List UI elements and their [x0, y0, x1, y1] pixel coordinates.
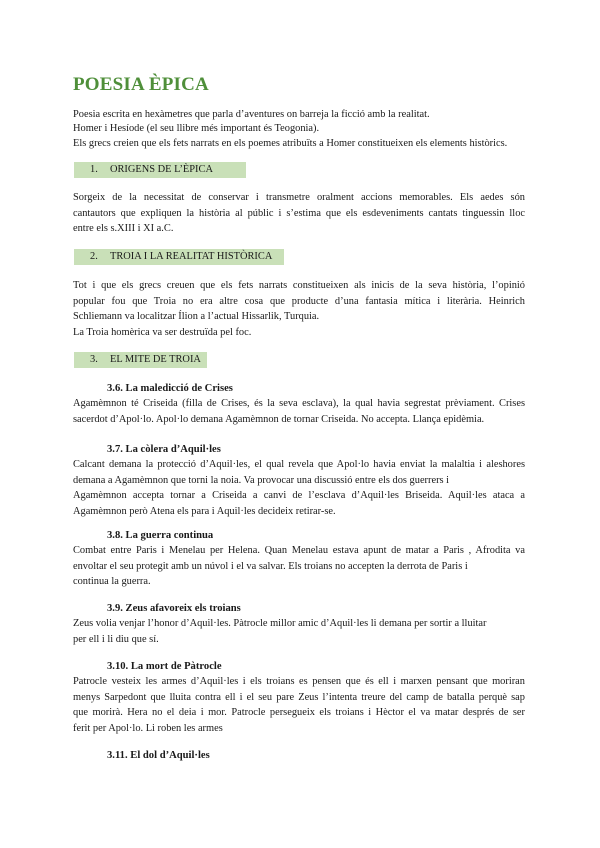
section-number: 1. — [90, 164, 98, 175]
section-heading — [74, 352, 207, 368]
paragraph-line: Zeus volia venjar l’honor d’Aquil·les. Pàtrocle millor amic d’Aquil·les li demana per sortir a lluitar — [73, 618, 487, 629]
paragraph-line: per ell i li diu que sí. — [73, 633, 159, 645]
section-paragraph — [73, 190, 525, 237]
paragraph-line: envoltar el seu protegit amb un núvol i el va salvar. Els troians no accepten la derrota de Paris i — [73, 560, 468, 572]
paragraph-line: entre els s.XIII i XI a.C. — [73, 223, 174, 235]
paragraph-line: Tot i que els grecs creuen que els fets narrats constitueixen als inicis de la seva història, l’opinió — [73, 280, 525, 291]
section-title: EL MITE DE TROIA — [110, 354, 201, 365]
subsection-paragraph — [73, 616, 525, 647]
paragraph-line: cantautors que expliquen la història al públic i s’estima que els esdeveniments cantats tinguessin lloc — [73, 207, 525, 219]
paragraph-line: que morirà. Hera no el deia i mor. Patrocle persegueix els troians i Hèctor el va matar després de ser — [73, 707, 525, 719]
subsection-title: 3.6. La maledicció de Crises — [107, 383, 233, 394]
subsection-title: 3.11. El dol d’Aquil·les — [107, 750, 210, 761]
paragraph-line: Combat entre Paris i Menelau per Helena. Quan Menelau estava apunt de matar a Paris , Afrodita va — [73, 545, 525, 556]
section-heading — [74, 162, 246, 178]
section-number: 3. — [90, 354, 98, 365]
paragraph-line: ferit per Apol·lo. Li roben les armes — [73, 722, 223, 734]
paragraph-line: Schliemann va localitzar Ílion a l’actual Hissarlik, Turquia. — [73, 311, 320, 323]
paragraph-line: menys Sarpedont que lluita contra ell i el seu pare Zeus l’intenta treure del camp de batalla perquè sap — [73, 691, 525, 703]
paragraph-line: Agamèmnon però Atena els para i Aquil·les decideix retirar-se. — [73, 505, 336, 517]
section-title: TROIA I LA REALITAT HISTÒRICA — [110, 251, 273, 262]
paragraph-line: Agamèmnon accepta tornar a Criseida a canvi de l’esclava d’Aquil·les Briseida. Aquil·les ataca a — [73, 490, 525, 502]
subsection-paragraph — [73, 674, 525, 736]
subsection-title: 3.10. La mort de Pàtrocle — [107, 661, 222, 672]
paragraph-line: continua la guerra. — [73, 576, 151, 588]
paragraph-line: Patrocle vesteix les armes d’Aquil·les i els troians es pensen que és ell i marxen pensant que moriran — [73, 676, 525, 687]
subsection-title: 3.9. Zeus afavoreix els troians — [107, 603, 241, 614]
subsection-paragraph — [73, 396, 525, 427]
paragraph-line: Sorgeix de la necessitat de conservar i transmetre oralment accions memorables. Els aedes són — [73, 192, 525, 203]
section-heading — [74, 249, 284, 265]
section-title: ORIGENS DE L’ÈPICA — [110, 164, 213, 175]
subsection-paragraph — [73, 457, 525, 519]
section-number: 2. — [90, 251, 98, 262]
section-paragraph — [73, 278, 525, 340]
paragraph-line: Agamèmnon té Criseida (filla de Crises, és la seva esclava), la qual havia segrestat prèviament. Crises — [73, 398, 525, 409]
subsection-paragraph — [73, 543, 525, 590]
page-title: POESIA ÈPICA — [73, 74, 209, 95]
intro-line: Homer i Hesíode (el seu llibre més important és Teogonia). — [73, 123, 320, 134]
paragraph-line: La Troia homèrica va ser destruïda pel foc. — [73, 326, 252, 338]
subsection-title: 3.7. La còlera d’Aquil·les — [107, 444, 221, 455]
intro-line: Poesia escrita en hexàmetres que parla d’aventures on barreja la ficció amb la realitat. — [73, 109, 430, 120]
paragraph-line: popular fou que Troia no era altre cosa que producte d’una fantasia mítica i literària. Heinrich — [73, 295, 525, 307]
paragraph-line: demana a Agamèmnon que torni la noia. Va provocar una discussió entre els dos guerrers i — [73, 474, 450, 486]
paragraph-line: sacerdot d’Apol·lo. Apol·lo demana Agamèmnon de tornar Criseida. No accepta. Llança epidèmia. — [73, 413, 485, 425]
paragraph-line: Calcant demana la protecció d’Aquil·les, el qual revela que Apol·lo havia enviat la malaltia i aleshores — [73, 459, 525, 470]
subsection-title: 3.8. La guerra continua — [107, 530, 214, 541]
intro-line: Els grecs creien que els fets narrats en els poemes atribuïts a Homer constitueixen els elements històrics. — [73, 138, 508, 149]
